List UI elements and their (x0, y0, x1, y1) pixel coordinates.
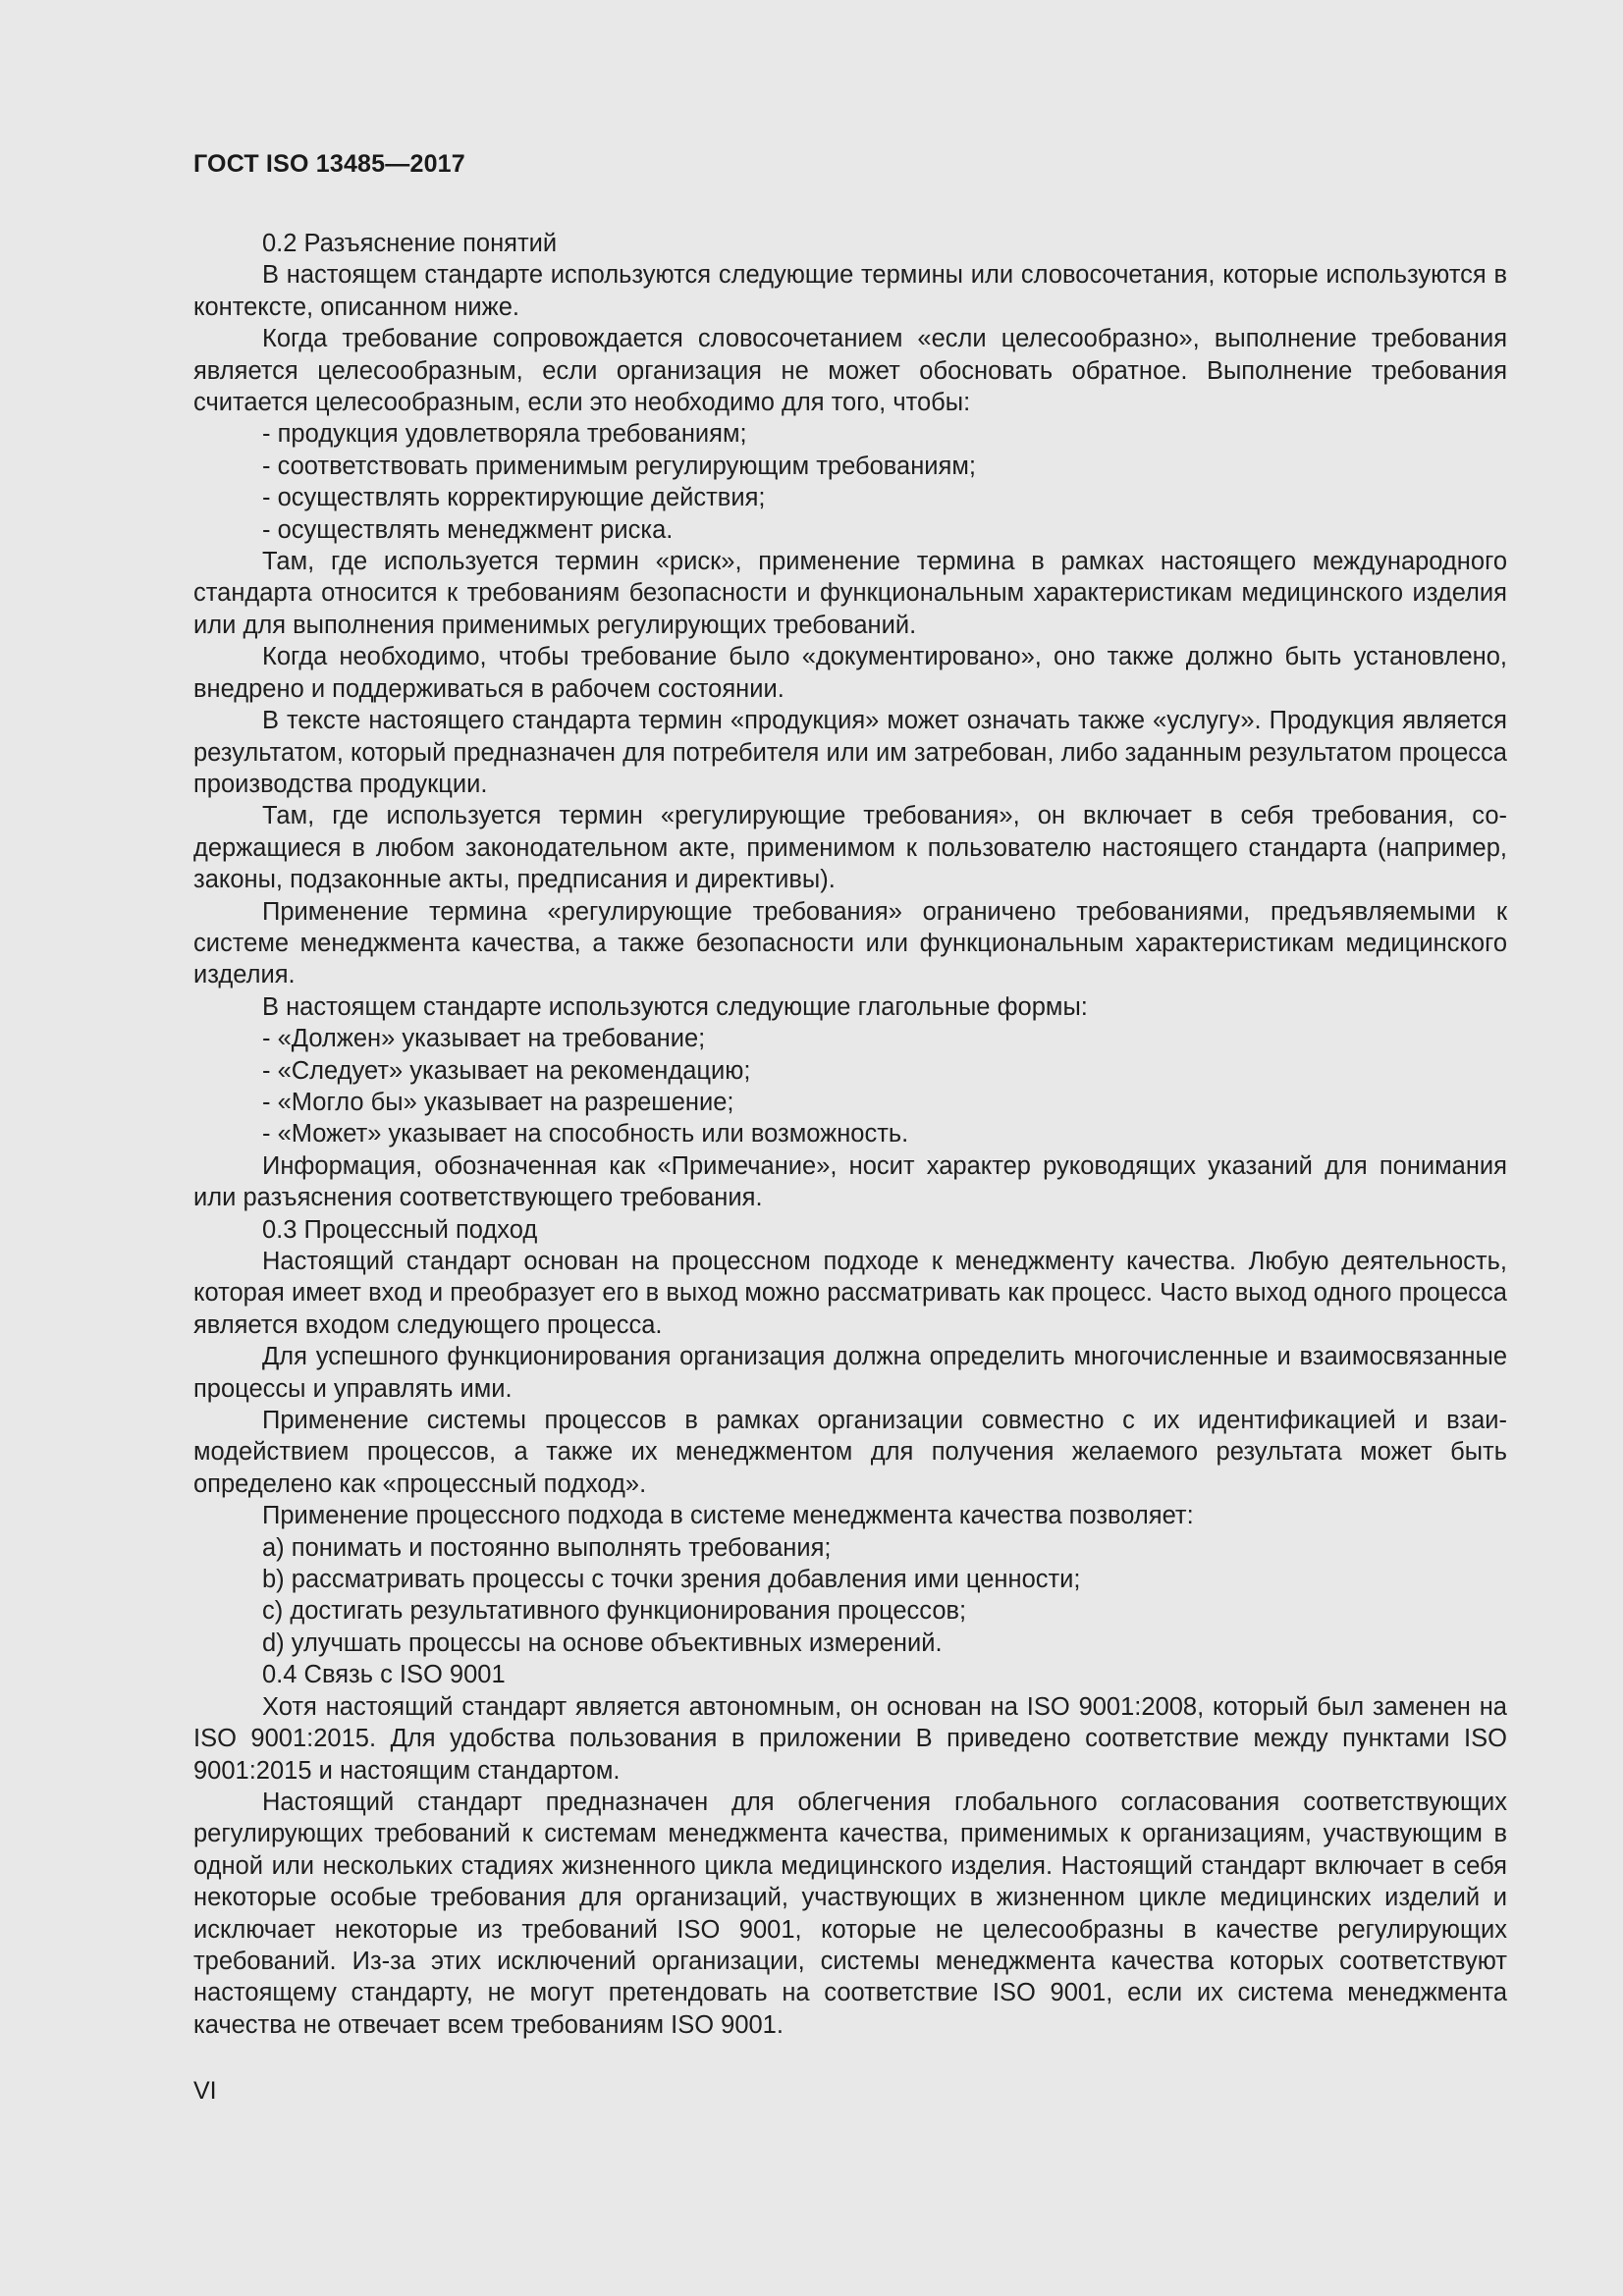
paragraph: В тексте настоящего стандарта термин «продукция» может означать также «услугу». Продукция является результатом, который предназначен для потребителя или им затребован, либо заданным результатом процесса производства продукции. (193, 707, 1507, 798)
paragraph: Настоящий стандарт предназначен для облегчения глобального согласования соответствующих регулирующих требований к системам менеджмента качества, применимых к организациям, участвующим в одной или нескольких стадиях жизненного цикла медицинского изделия. Настоящий стандарт включает в себя некоторые особые требования для организаций, участвующих в жизненном цикле медицинских изделий и исключает некоторые из требований ISO 9001, которые не целесообразны в качестве регулирующих требований. Из-за этих исключений организации, системы менеджмента качества которых соответствуют настоящему стандарту, не могут претендовать на соответствие ISO 9001, если их система менеджмента качества не отвечает всем требованиям ISO 9001. (193, 1788, 1507, 2039)
paragraph: Применение процессного подхода в системе менеджмента качества позволяет: (262, 1502, 1194, 1530)
section-heading-0-2: 0.2 Разъяснение понятий (262, 230, 558, 257)
list-item: c) достигать результативного функционирования процессов; (262, 1597, 967, 1626)
document-header: ГОСТ ISO 13485—2017 (193, 150, 465, 178)
list-item: - «Может» указывает на способность или возможность. (262, 1120, 909, 1148)
list-item: - «Могло бы» указывает на разрешение; (262, 1088, 734, 1116)
paragraph: Когда требование сопровождается словосочетанием «если целесообразно», выполнение требования является целесообразным, если организация не может обосновать обратное. Выполнение требования считается целесообразным, если это необходимо для того, чтобы: (193, 325, 1507, 417)
paragraph: Для успешного функционирования организация должна определить многочисленные и взаимосвязанные процессы и управлять ими. (193, 1343, 1507, 1403)
list-item: - «Следует» указывает на рекомендацию; (262, 1056, 751, 1085)
list-item: - осуществлять менеджмент риска. (262, 515, 674, 544)
paragraph: Там, где используется термин «регулирующие требования», он включает в себя требования, содержащиеся в любом законодательном акте, применимом к пользователю настоящего стандарта (например, законы, подзаконные акты, предписания и директивы). (193, 802, 1507, 894)
list-item: - соответствовать применимым регулирующим требованиям; (262, 452, 976, 480)
section-heading-0-3: 0.3 Процессный подход (262, 1215, 538, 1244)
page-number: VI (193, 2077, 217, 2105)
paragraph: В настоящем стандарте используются следующие глагольные формы: (262, 992, 1088, 1021)
list-item: - осуществлять корректирующие действия; (262, 484, 766, 512)
paragraph: Когда необходимо, чтобы требование было «документировано», оно также должно быть установлено, внедрено и поддерживаться в рабочем состоянии. (193, 643, 1507, 703)
paragraph: В настоящем стандарте используются следующие термины или словосочетания, которые используются в контексте, описанном ниже. (193, 261, 1507, 321)
paragraph: Настоящий стандарт основан на процессном подходе к менеджменту качества. Любую деятельность, которая имеет вход и преобразует его в выход можно рассматривать как процесс. Часто выход одного процесса является входом следующего процесса. (193, 1248, 1507, 1339)
paragraph: Там, где используется термин «риск», применение термина в рамках настоящего международного стандарта относится к требованиям безопасности и функциональным характеристикам медицинского изделия или для выполнения применимых регулирующих требований. (193, 548, 1507, 639)
paragraph: Информация, обозначенная как «Примечание», носит характер руководящих указаний для понимания или разъяснения соответствующего требования. (193, 1151, 1507, 1212)
list-item: - продукция удовлетворяла требованиям; (262, 420, 747, 449)
list-item: b) рассматривать процессы с точки зрения добавления ими ценности; (262, 1566, 1081, 1594)
section-heading-0-4: 0.4 Связь с ISO 9001 (262, 1661, 506, 1689)
list-item: - «Должен» указывает на требование; (262, 1025, 706, 1053)
paragraph: Хотя настоящий стандарт является автономным, он основан на ISO 9001:2008, который был заменен на ISO 9001:2015. Для удобства пользования в приложении В приведено соответствие между пунктами ISO 9001:2015 и настоящим стандартом. (193, 1692, 1507, 1785)
list-item: a) понимать и постоянно выполнять требования; (262, 1533, 832, 1562)
paragraph: Применение термина «регулирующие требования» ограничено требованиями, предъявляемыми к системе менеджмента качества, а также безопасности или функциональным характеристикам медицинского изделия. (193, 897, 1507, 989)
list-item: d) улучшать процессы на основе объективных измерений. (262, 1629, 943, 1657)
document-body (193, 228, 1507, 2041)
paragraph: Применение системы процессов в рамках организации совместно с их идентификацией и взаимодействием процессов, а также их менеджментом для получения желаемого результата может быть определено как «процессный подход». (193, 1407, 1507, 1498)
